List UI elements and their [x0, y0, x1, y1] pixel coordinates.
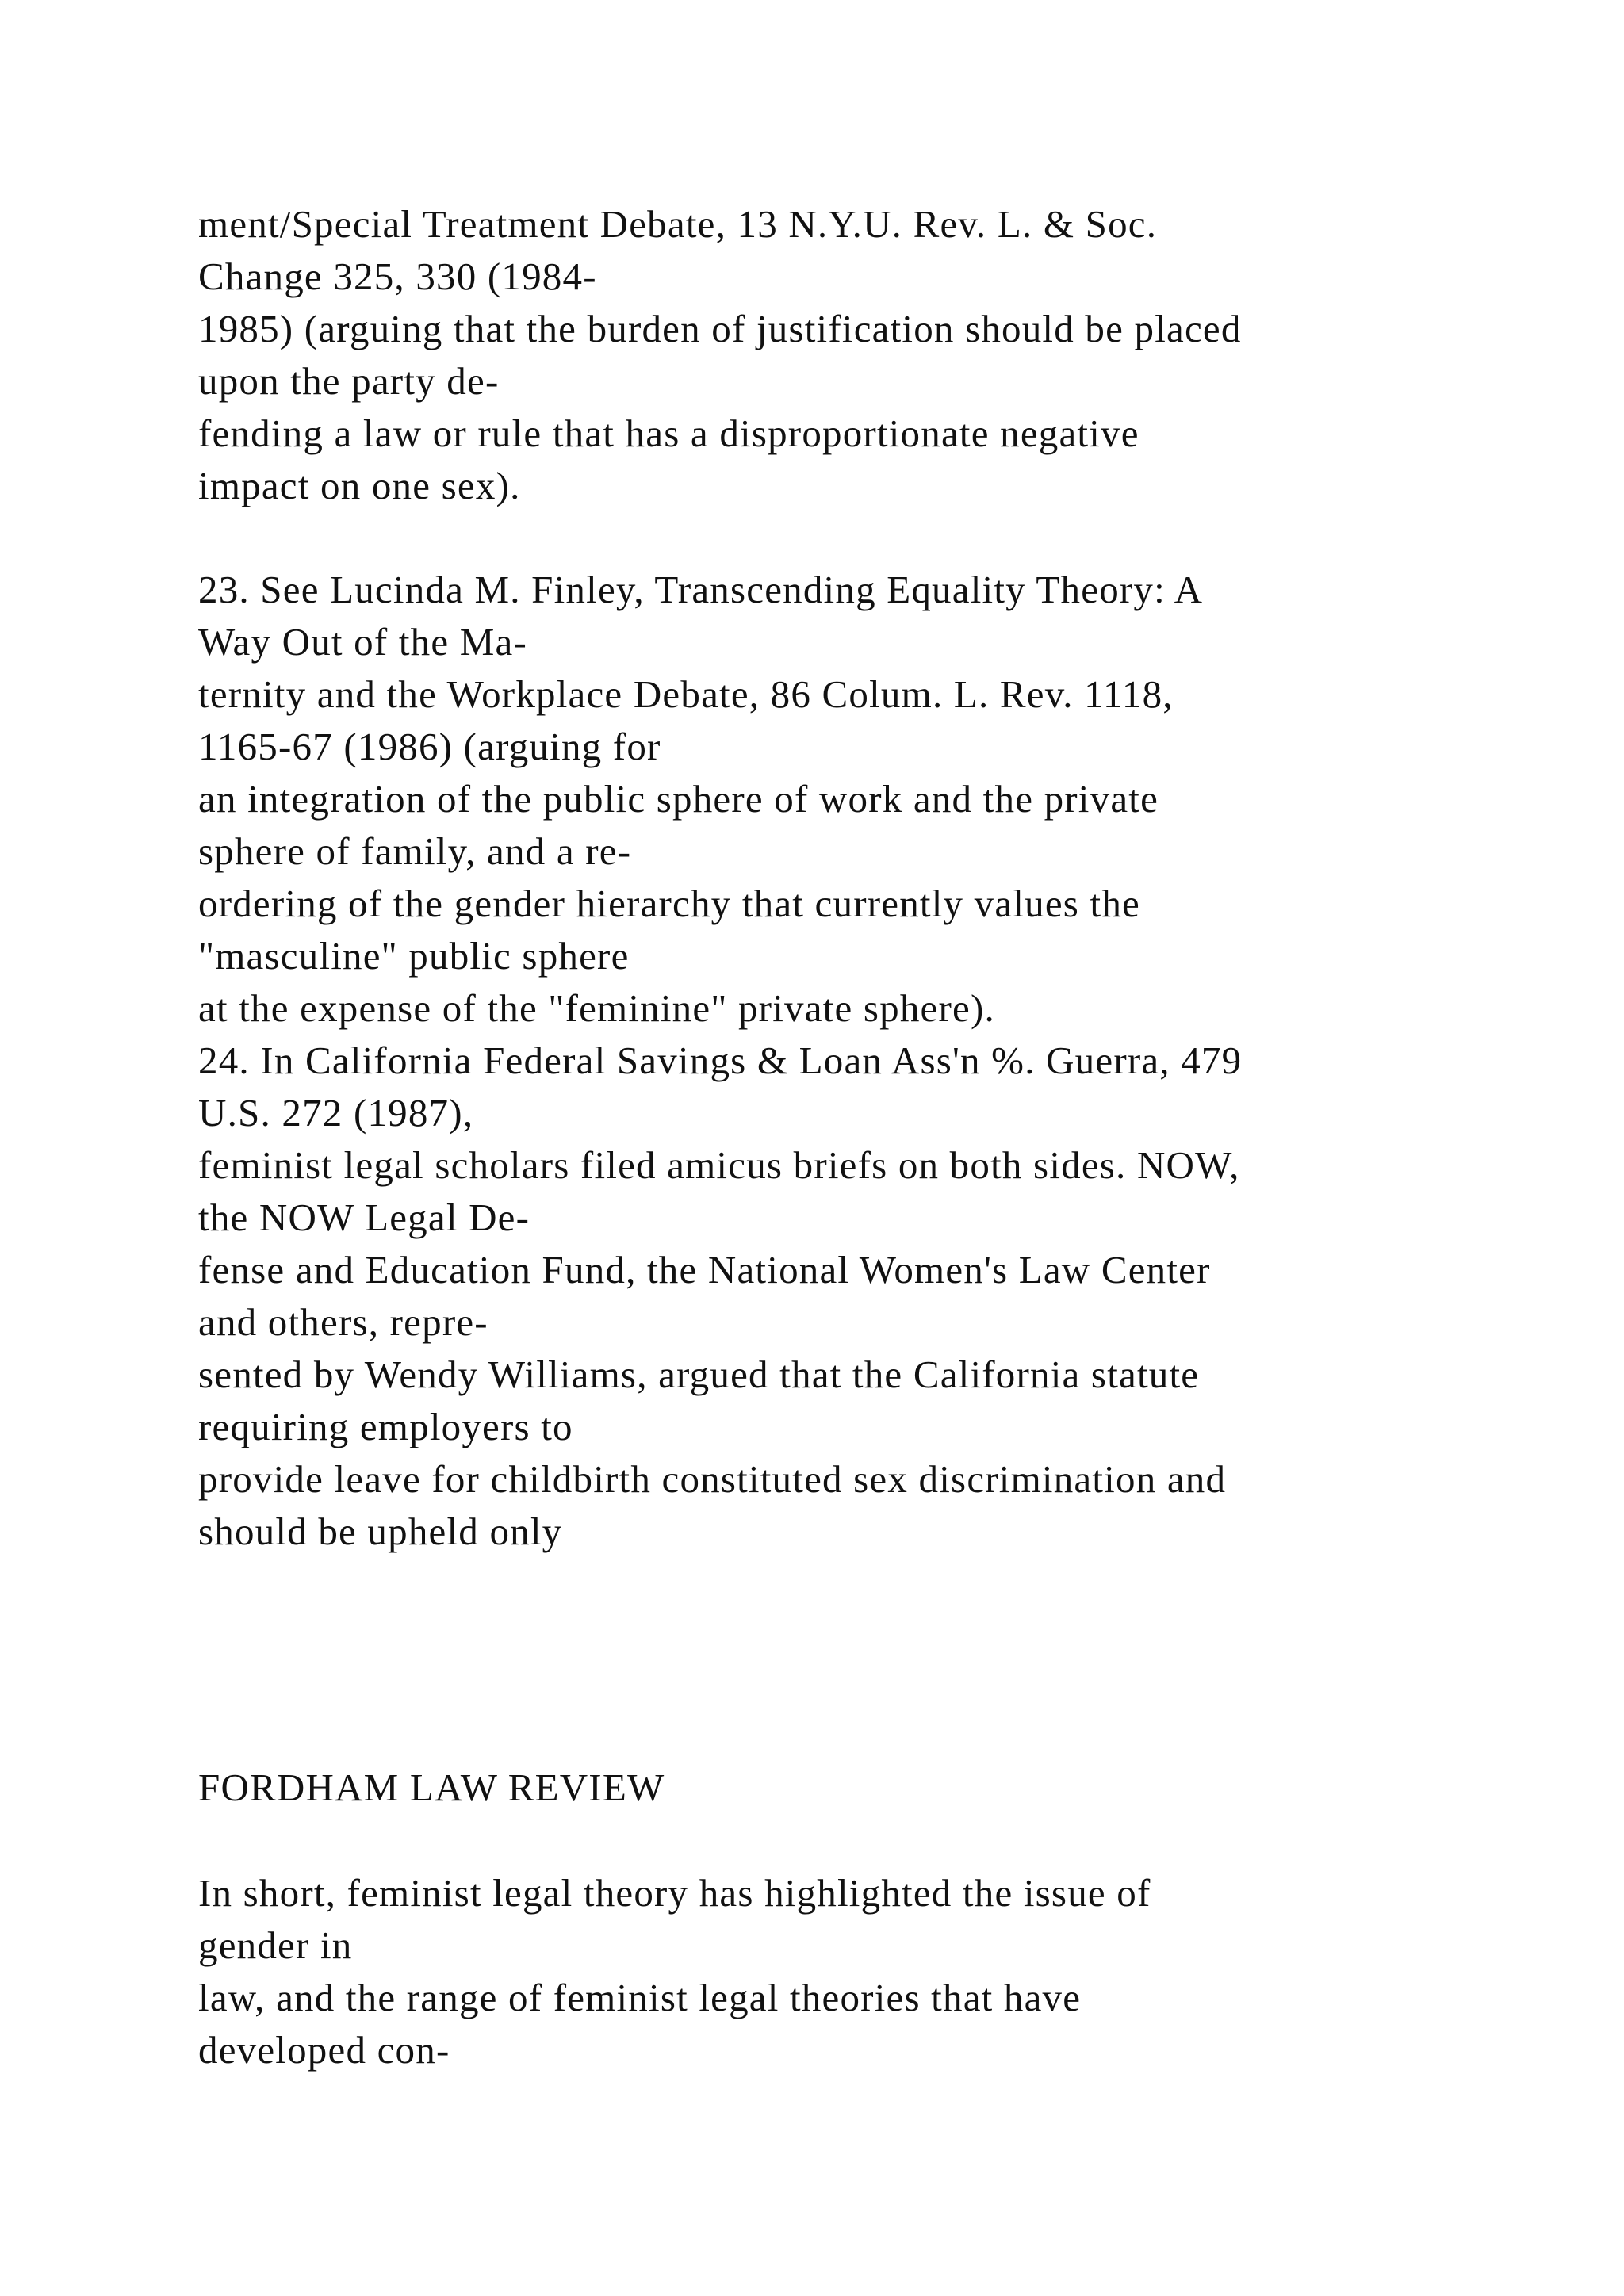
text-line: developed con- — [198, 2028, 450, 2072]
text-line: Change 325, 330 (1984- — [198, 254, 597, 298]
footnote-23 — [198, 564, 1546, 1035]
text-line: impact on one sex). — [198, 464, 521, 507]
text-line: ternity and the Workplace Debate, 86 Colum. L. Rev. 1118, — [198, 672, 1174, 716]
text-line: fense and Education Fund, the National Women's Law Center — [198, 1248, 1211, 1292]
text-line: U.S. 272 (1987), — [198, 1091, 474, 1135]
text-line: provide leave for childbirth constituted sex discrimination and — [198, 1457, 1227, 1501]
text-line: at the expense of the "feminine" private sphere). — [198, 986, 995, 1030]
running-header — [198, 1762, 1546, 1814]
text-line: upon the party de- — [198, 359, 500, 403]
text-line: 24. In California Federal Savings & Loan Ass'n %. Guerra, 479 — [198, 1039, 1243, 1082]
footnote-22-continuation — [198, 198, 1546, 512]
text-line: gender in — [198, 1923, 353, 1967]
text-line: ment/Special Treatment Debate, 13 N.Y.U. Rev. L. & Soc. — [198, 202, 1158, 246]
text-line: Way Out of the Ma- — [198, 620, 527, 664]
text-line: the NOW Legal De- — [198, 1196, 530, 1239]
text-line: fending a law or rule that has a disproportionate negative — [198, 411, 1139, 455]
text-line: sented by Wendy Williams, argued that the California statute — [198, 1353, 1200, 1396]
text-line: law, and the range of feminist legal theories that have — [198, 1976, 1082, 2019]
text-line: In short, feminist legal theory has highlighted the issue of — [198, 1871, 1151, 1915]
journal-title: FORDHAM LAW REVIEW — [198, 1766, 665, 1809]
text-line: and others, repre- — [198, 1300, 488, 1344]
text-line: ordering of the gender hierarchy that currently values the — [198, 882, 1140, 925]
text-line: 1985) (arguing that the burden of justification should be placed — [198, 307, 1242, 350]
text-line: "masculine" public sphere — [198, 934, 630, 978]
text-line: requiring employers to — [198, 1405, 573, 1448]
text-line: should be upheld only — [198, 1510, 563, 1553]
footnote-24 — [198, 1035, 1546, 1558]
text-line: feminist legal scholars filed amicus briefs on both sides. NOW, — [198, 1143, 1240, 1187]
text-line: an integration of the public sphere of work and the private — [198, 777, 1159, 821]
text-line: 1165-67 (1986) (arguing for — [198, 725, 661, 768]
text-line: sphere of family, and a re- — [198, 829, 632, 873]
body-paragraph — [198, 1867, 1546, 2076]
text-line: 23. See Lucinda M. Finley, Transcending Equality Theory: A — [198, 568, 1204, 611]
